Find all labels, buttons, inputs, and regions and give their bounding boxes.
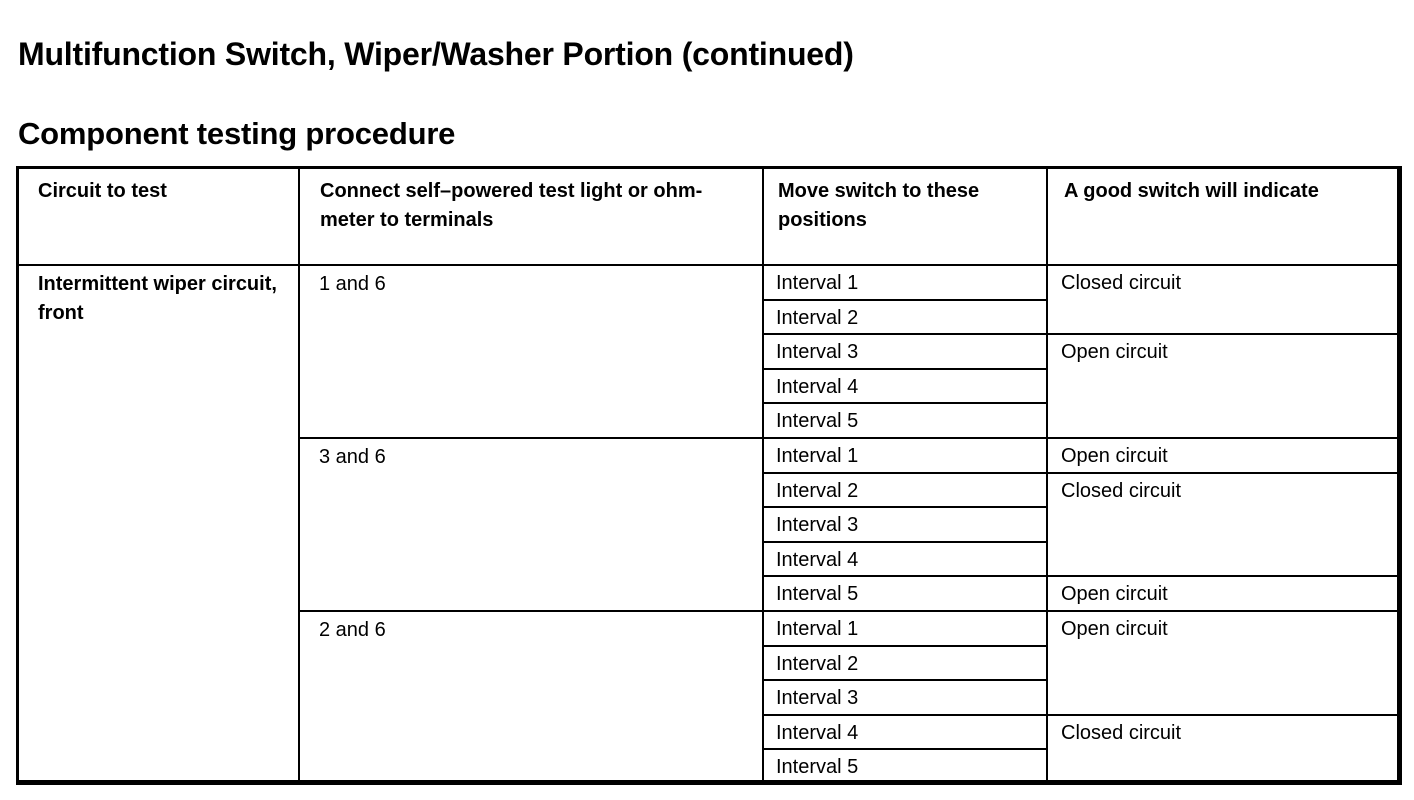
result-cell: Closed circuit	[1047, 473, 1401, 577]
result-cell: Open circuit	[1047, 334, 1401, 438]
terminals-cell: 2 and 6	[299, 611, 763, 784]
position-cell: Interval 2	[763, 646, 1047, 681]
result-cell: Open circuit	[1047, 611, 1401, 715]
table-outer-border	[16, 166, 1400, 783]
position-cell: Interval 5	[763, 576, 1047, 611]
result-cell: Closed circuit	[1047, 265, 1401, 334]
result-cell: Open circuit	[1047, 576, 1401, 611]
header-connect-terminals: Connect self–powered test light or ohm-meter to terminals	[299, 167, 763, 265]
position-cell: Interval 1	[763, 611, 1047, 646]
position-cell: Interval 3	[763, 680, 1047, 715]
section-subtitle: Component testing procedure	[18, 116, 456, 151]
position-cell: Interval 5	[763, 403, 1047, 438]
position-cell: Interval 4	[763, 369, 1047, 404]
terminals-cell: 1 and 6	[299, 265, 763, 438]
result-cell: Closed circuit	[1047, 715, 1401, 784]
page-title: Multifunction Switch, Wiper/Washer Portion (continued)	[18, 36, 854, 72]
header-good-switch-indication: A good switch will indicate	[1047, 167, 1401, 265]
circuit-name-cell: Intermittent wiper circuit, front	[17, 265, 299, 784]
header-circuit-to-test: Circuit to test	[17, 167, 299, 265]
terminals-cell: 3 and 6	[299, 438, 763, 611]
position-cell: Interval 5	[763, 749, 1047, 784]
position-cell: Interval 3	[763, 507, 1047, 542]
position-cell: Interval 2	[763, 473, 1047, 508]
position-cell: Interval 4	[763, 715, 1047, 750]
position-cell: Interval 1	[763, 265, 1047, 300]
result-cell: Open circuit	[1047, 438, 1401, 473]
position-cell: Interval 4	[763, 542, 1047, 577]
position-cell: Interval 1	[763, 438, 1047, 473]
header-switch-positions: Move switch to these positions	[763, 167, 1047, 265]
position-cell: Interval 3	[763, 334, 1047, 369]
position-cell: Interval 2	[763, 300, 1047, 335]
